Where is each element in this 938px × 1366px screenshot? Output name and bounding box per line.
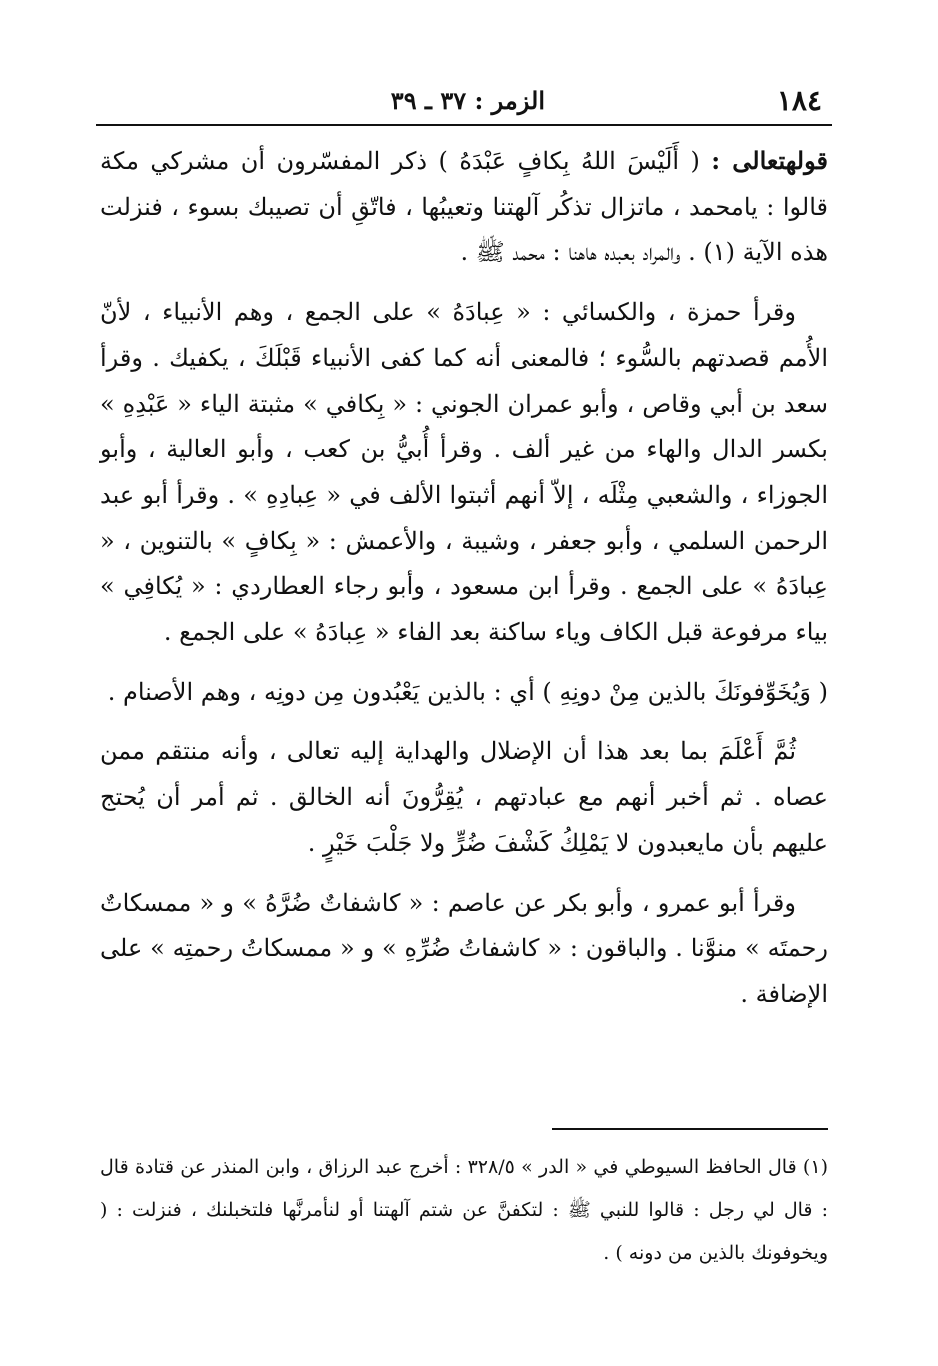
page-number: ١٨٤ xyxy=(776,84,822,117)
paragraph-3: ( وَيُخَوِّفونَكَ بالذين مِنْ دونِهِ ) أي : بالذين يَعْبُدون مِن دونِه ، وهم الأصنام . xyxy=(107,677,828,706)
footnote-rule xyxy=(552,1128,828,1130)
main-text xyxy=(100,138,828,1018)
paragraph-1 xyxy=(100,138,828,276)
page-header xyxy=(100,84,830,124)
footnote-1: (١) قال الحافظ السيوطي في « الدر » ٣٢٨/٥ : أخرج عبد الرزاق ، وابن المنذر عن قتادة قال : قال لي رجل : قالوا للنبي ﷺ : لتكفنَّ عن شتم آلهتنا أو لنأمرنَّها فلتخبلنك ، فنزلت : ( ويخوفونك بالذين من دونه ) . xyxy=(100,1156,828,1264)
header-rule xyxy=(96,124,832,126)
footnotes xyxy=(100,1146,828,1275)
paragraph-1-text: ( أَلَيْسَ اللهُ بِكافٍ عَبْدَهُ ) ذكر المفسّرون أن مشركي مكة قالوا : يامحمد ، ماتزال تذكُر آلهتنا وتعيبُها ، فاتّقِ أن تصيبك بسوء ، فنزلت هذه الآية (١) . والمراد بعبده هاهنا : محمد ﷺ . xyxy=(100,147,828,267)
paragraph-4: ثُمَّ أَعْلَمَ بما بعد هذا أن الإضلال والهداية إليه تعالى ، وأنه منتقم ممن عصاه . ثم أخبر أنهم مع عبادتهم ، يُقِرُّونَ أنه الخالق . ثم أمر أن يُحتج عليهم بأن مايعبدون لا يَمْلِكُ كَشْفَ ضُرٍّ ولا جَلْبَ خَيْرٍ . xyxy=(100,737,828,857)
verse-lead: قولهتعالى : xyxy=(711,146,828,175)
paragraph-5: وقرأ أبو عمرو ، وأبو بكر عن عاصم : « كاشفاتٌ ضُرَّهُ » و « ممسكاتٌ رحمتَه » منوَّنا . والباقون : « كاشفاتُ ضُرِّهِ » و « ممسكاتُ رحمتِه » على الإضافة . xyxy=(100,888,828,1008)
paragraph-2: وقرأ حمزة ، والكسائي : « عِبادَهُ » على الجمع ، وهم الأنبياء ، لأنّ الأُمم قصدتهم بالسُّوء ؛ فالمعنى أنه كما كفى الأنبياء قَبْلَكَ ، يكفيك . وقرأ سعد بن أبي وقاص ، وأبو عمران الجوني : « بِكافي » مثبتة الياء « عَبْدِهِ » بكسر الدال والهاء من غير ألف . وقرأ أُبيُّ بن كعب ، وأبو العالية ، وأبو الجوزاء ، والشعبي مِثْلَه ، إلاّ أنهم أثبتوا الألف في « عِبادِهِ » . وقرأ أبو عبد الرحمن السلمي ، وأبو جعفر ، وشيبة ، والأعمش : « بِكافٍ » بالتنوين ، « عِبادَهُ » على الجمع . وقرأ ابن مسعود ، وأبو رجاء العطاردي : « يُكافِي » بياء مرفوعة قبل الكاف وياء ساكنة بعد الفاء « عِبادَهُ » على الجمع . xyxy=(100,298,828,647)
running-head: الزمر : ٣٧ ـ ٣٩ xyxy=(390,86,545,115)
